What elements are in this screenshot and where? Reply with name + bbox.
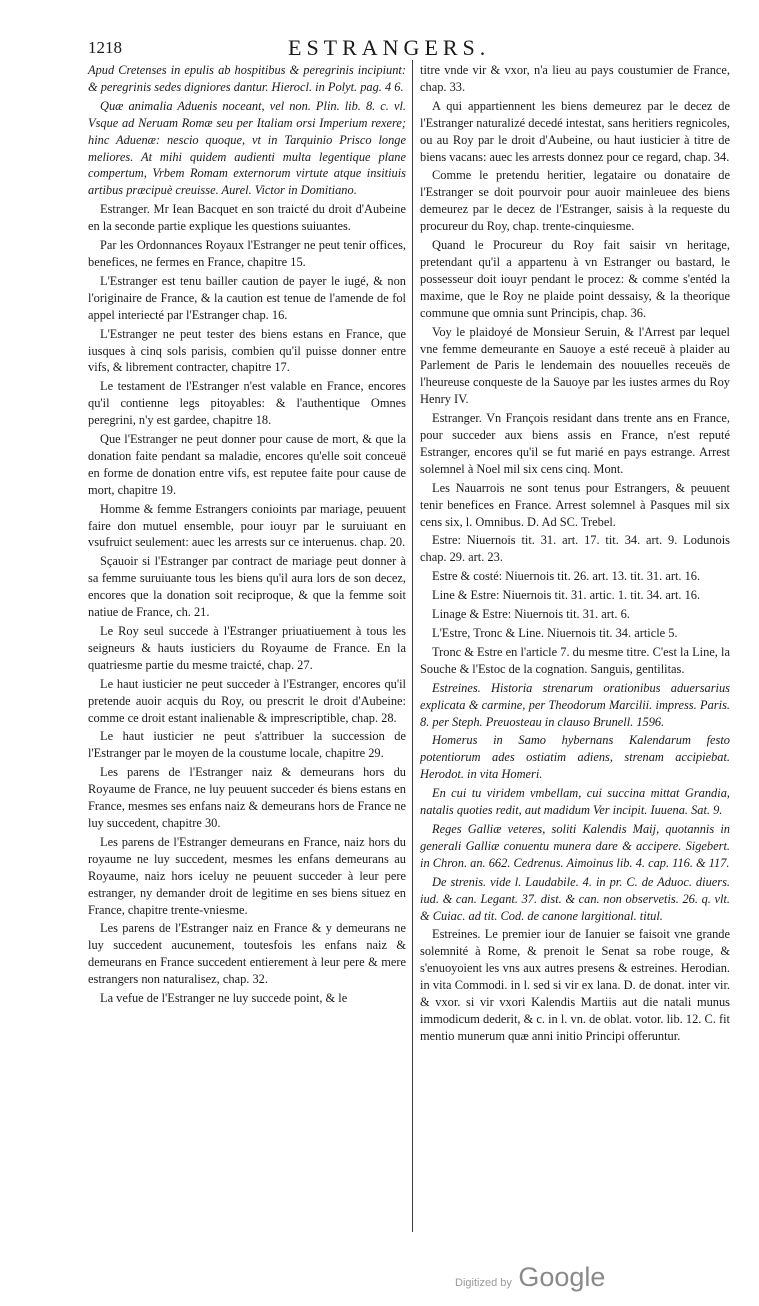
paragraph: Par les Ordonnances Royaux l'Estranger ne peut tenir offices, benefices, ne fermes en France, chapitre 15. bbox=[88, 238, 406, 269]
paragraph: Tronc & Estre en l'article 7. du mesme titre. C'est la Line, la Souche & l'Estoc de la cognation. Sanguis, gentilitas. bbox=[420, 644, 730, 676]
paragraph: Les Nauarrois ne sont tenus pour Estrangers, & peuuent tenir benefices en France. Arrest solemnel à Pasques mil six cens six, l. Omnibus. D. Ad SC. Trebel. bbox=[420, 480, 730, 529]
paragraph: Les parens de l'Estranger naiz & demeurans hors du Royaume de France, ne luy peuuent succeder és biens estans en France, mesmes ses enfans naiz & demeurans hors de France ne luy succedent, chapitre 30. bbox=[88, 765, 406, 830]
paragraph: Quand le Procureur du Roy fait saisir vn heritage, pretendant qu'il a appartenu à vn Estranger ou bastard, le possesseur doit iouyr pendant le procez: & comme s'entéd la maxime, que le Roy ne plaide point dessaisy, & la theorique commune que omnia sunt Principis, chap. 36. bbox=[420, 238, 730, 320]
running-title: ESTRANGERS. bbox=[288, 35, 491, 60]
paragraph: Estre: Niuernois tit. 31. art. 17. tit. 34. art. 9. Lodunois chap. 29. art. 23. bbox=[420, 533, 730, 565]
paragraph: Le haut iusticier ne peut succeder à l'Estranger, encores qu'il pretende auoir acquis du Roy, ou prescrit le droit d'Aubeine: comme ce droit estant inalienable & imprescriptible, chap. 28. bbox=[88, 676, 406, 725]
paragraph: Line & Estre: Niuernois tit. 31. artic. 1. tit. 34. art. 16. bbox=[432, 588, 701, 603]
paragraph: L'Estre, Tronc & Line. Niuernois tit. 34. article 5. bbox=[432, 626, 678, 640]
paragraph: L'Estranger est tenu bailler caution de payer le iugé, & non l'originaire de France, & la caution est tenue de l'amende de fol appel interiecté par l'Estranger chap. 16. bbox=[88, 273, 406, 322]
paragraph: Estre & costé: Niuernois tit. 26. art. 13. tit. 31. art. 16. bbox=[432, 569, 701, 584]
paragraph: Que l'Estranger ne peut donner pour cause de mort, & que la donation faite pendant sa maladie, encores qu'elle soit conceuë en forme de donation entre vifs, est reputee faite pour cause de mort, chapitre 19. bbox=[88, 432, 406, 497]
digitized-by-label: Digitized by bbox=[455, 1277, 512, 1289]
paragraph: A qui appartiennent les biens demeurez par le decez de l'Estranger naturalizé decedé intestat, sans heritiers regnicoles, ou au Roy par le droit d'Aubeine, ou haut iusticier à titre de biens vacans: auec les arrests donnez pour ce regard, chap. 34. bbox=[420, 98, 730, 164]
paragraph: En cui tu viridem vmbellam, cui succina mittat Grandia, natalis quoties redit, aut madidum Ver incipit. Iuuena. Sat. 9. bbox=[420, 786, 730, 818]
paragraph: Estranger. Mr Iean Bacquet en son traicté du droit d'Aubeine en la seconde partie explique les questions suiuantes. bbox=[88, 202, 406, 234]
right-column bbox=[420, 62, 730, 1047]
left-column bbox=[88, 62, 406, 1009]
paragraph: Le testament de l'Estranger n'est valable en France, encores qu'il contienne legs pitoyables: & l'authentique Omnes peregrini, n'y est gardee, chapitre 18. bbox=[88, 379, 406, 428]
paragraph: Linage & Estre: Niuernois tit. 31. art. 6. bbox=[432, 607, 630, 622]
paragraph: L'Estranger ne peut tester des biens estans en France, que iusques à cinq sols parisis, combien qu'il puisse donner entre vifs, & librement contracter, chapitre 17. bbox=[88, 326, 406, 375]
paragraph: Les parens de l'Estranger demeurans en France, naiz hors du royaume ne luy succedent, mesmes les enfans demeurans au Royaume, naiz hors iceluy ne peuuent succeder à leur pere estranger, ny demander droit de legitime en ses biens situez en France, chapitre trente-vniesme. bbox=[88, 834, 406, 917]
paragraph: Estreines. Le premier iour de Ianuier se faisoit vne grande solemnité à Rome, & prenoit le Senat sa robe rouge, & s'enuoyoient les vns aux autres presens & estreines. Herodian. in vita Commodi. in l. sed si vir ex lana. D. de donat. inter vir. & vxor. si vir vxori Kalendis Martiis aut die natali munus immodicum dederit, & c. in l. vn. de oblat. votor. lib. 12. C. fit mentio munerum quæ anni initio Principi offeruntur. bbox=[420, 927, 730, 1043]
paragraph: De strenis. vide l. Laudabile. 4. in pr. C. de Aduoc. diuers. iud. & can. Legant. 37. dist. & can. non observetis. 26. q. vlt. & Cuiac. ad tit. Cod. de canone largitional. titul. bbox=[420, 874, 730, 923]
paragraph: Les parens de l'Estranger naiz en France & y demeurans ne luy succedent aucunement, toutesfois les enfans naiz & demeurans en France succedent entierement à leur pere & mere estrangers non naturalisez, chap. 32. bbox=[88, 921, 406, 987]
page-header bbox=[88, 35, 728, 62]
page-number: 1218 bbox=[88, 38, 122, 57]
paragraph: Reges Galliæ veteres, soliti Kalendis Maij, quotannis in generali Galliæ conuentu munera dare & accipere. Sigebert. in Chron. an. 662. Cedrenus. Aimoinus lib. 4. cap. 116. & 117. bbox=[420, 821, 730, 870]
paragraph: Le haut iusticier ne peut s'attribuer la succession de l'Estranger par le moyen de la coustume locale, chapitre 29. bbox=[88, 729, 406, 761]
column-divider bbox=[412, 60, 413, 1232]
paragraph: Estranger. Vn François residant dans trente ans en France, pour succeder aux biens assis en France, n'est reputé Estranger, encores qu'il se fut marié en pays estrange. Arrest solemnel à Noel mil six cens cinq. Mont. bbox=[420, 411, 730, 476]
paragraph: titre vnde vir & vxor, n'a lieu au pays coustumier de France, chap. 33. bbox=[420, 63, 730, 94]
paragraph: Sçauoir si l'Estranger par contract de mariage peut donner à sa femme suruiuante tous les biens qu'il aura lors de son decez, encores que la donation soit reciproque, & que la femme soit natiue de France, ch. 21. bbox=[88, 554, 406, 620]
paragraph: Voy le plaidoyé de Monsieur Seruin, & l'Arrest par lequel vne femme demeurante en Sauoye a esté receuë à plaider au Parlement de Paris le lendemain des nouuelles receuës de l'heureuse conqueste de la Sauoye par les iustes armes du Roy Henry IV. bbox=[420, 324, 730, 407]
digitized-watermark bbox=[455, 1262, 605, 1293]
paragraph: Homerus in Samo hybernans Kalendarum festo potentiorum ades ostiatim adiens, strenam accipiebat. Herodot. in vita Homeri. bbox=[420, 733, 730, 782]
paragraph: Apud Cretenses in epulis ab hospitibus & peregrinis incipiunt: & peregrinis sedes digniores dantur. Hierocl. in Polyt. pag. 4 6. bbox=[88, 63, 406, 94]
paragraph: Estreines. Historia strenarum orationibus aduersarius explicata & carmine, per Theodorum Marcilii. impress. Paris. 8. per Steph. Preuosteau in clauso Brunell. 1596. bbox=[420, 680, 730, 729]
paragraph: La vefue de l'Estranger ne luy succede point, & le bbox=[100, 991, 348, 1006]
paragraph: Comme le pretendu heritier, legataire ou donataire de l'Estranger se doit pourvoir pour auoir mainleuee des biens demeurez par le decez de l'Estranger, saisis à la requeste du procureur du Roy, chap. trente-cinquiesme. bbox=[420, 168, 730, 234]
paragraph: Quæ animalia Aduenis noceant, vel non. Plin. lib. 8. c. vl. Vsque ad Neruam Romæ seu per Italiam orsi Imperium rexere; hinc Aduenæ: nescio quoque, vt in Tarquinio Prisco longe meliores. At mihi quidem audienti multa legentique plane compertum, Vrbem Romam externorum virtute atque insitiuis artibus præcipuè creuisse. Aurel. Victor in Domitiano. bbox=[88, 98, 406, 198]
paragraph: Le Roy seul succede à l'Estranger priuatiuement à tous les seigneurs & hauts iusticiers du Royaume de France. En la quatriesme partie du mesme traicté, chap. 27. bbox=[88, 624, 406, 672]
paragraph: Homme & femme Estrangers conioints par mariage, peuuent faire don mutuel ensemble, pour iouyr par le suruiuant en vsufruict seulement: auec les arrests sur ce interuenus. chap. 20. bbox=[88, 501, 406, 550]
google-logo: Google bbox=[518, 1262, 606, 1292]
